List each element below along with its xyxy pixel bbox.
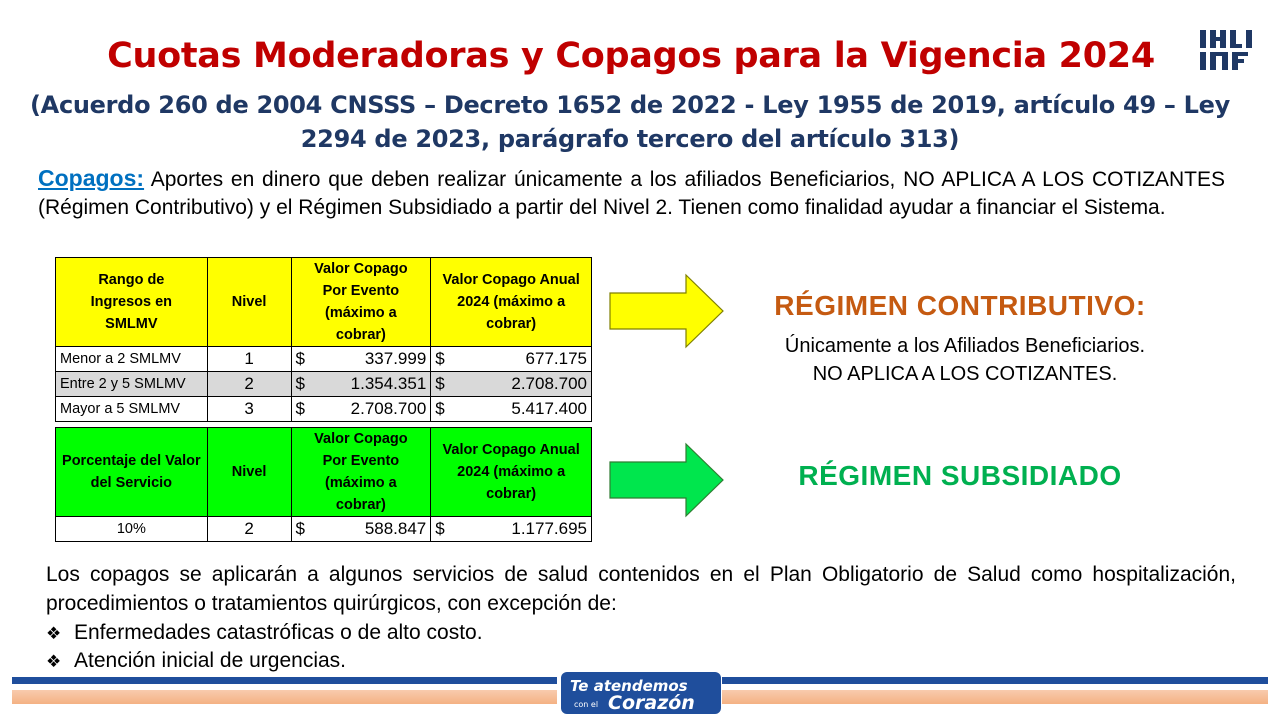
nivel-cell: 1 — [207, 347, 291, 372]
copagos-definition — [38, 164, 1225, 222]
anual-value: 5.417.400 — [511, 399, 587, 418]
copagos-text: Aportes en dinero que deben realizar únicamente a los afiliados Beneficiarios, NO APLICA A LOS COTIZANTES (Régimen Contributivo) y el Régimen Subsidiado a partir del Nivel 2. Tienen como finalidad ayudar a financiar el Sistema. — [38, 168, 1225, 219]
rango-cell: Mayor a 5 SMLMV — [56, 397, 208, 422]
regimen-contributivo-title: RÉGIMEN CONTRIBUTIVO: — [774, 290, 1146, 321]
header-valor-evento: Valor Copago Por Evento (máximo a cobrar) — [291, 428, 431, 517]
header-porcentaje: Porcentaje del Valor del Servicio — [56, 428, 208, 517]
evento-value: 2.708.700 — [350, 399, 427, 418]
currency-symbol: $ — [435, 374, 445, 393]
evento-cell — [291, 372, 431, 397]
page-title: Cuotas Moderadoras y Copagos para la Vigencia 2024 — [107, 36, 1155, 76]
list-item — [46, 618, 483, 648]
currency-symbol: $ — [435, 519, 445, 538]
contributivo-table — [55, 257, 592, 422]
page-subtitle — [30, 88, 1230, 156]
footer-bar-right-bottom — [722, 690, 1268, 704]
currency-symbol: $ — [295, 519, 305, 538]
evento-cell — [291, 517, 431, 542]
regimen-subsidiado-title: RÉGIMEN SUBSIDIADO — [798, 460, 1122, 491]
evento-value: 588.847 — [364, 519, 427, 538]
table-row — [56, 397, 592, 422]
footer-bar-right-top — [722, 677, 1268, 684]
header-nivel: Nivel — [207, 428, 291, 517]
anual-value: 2.708.700 — [511, 374, 587, 393]
table-row — [56, 372, 592, 397]
slogan-small: con el — [574, 700, 599, 709]
anual-value: 677.175 — [525, 349, 587, 368]
footer-bar-left-bottom — [12, 690, 557, 704]
list-item — [46, 646, 346, 676]
evento-cell — [291, 347, 431, 372]
rango-cell: Entre 2 y 5 SMLMV — [56, 372, 208, 397]
header-valor-anual: Valor Copago Anual 2024 (máximo a cobrar) — [431, 258, 592, 347]
subtitle-line-1: (Acuerdo 260 de 2004 CNSSS – Decreto 1652 de 2022 - Ley 1955 de 2019, artículo 49 – Ley — [30, 91, 1230, 119]
currency-symbol: $ — [295, 374, 305, 393]
regimen-contributivo-line-1: Únicamente a los Afiliados Beneficiarios. — [784, 335, 1146, 357]
table-row — [56, 347, 592, 372]
rango-cell: Menor a 2 SMLMV — [56, 347, 208, 372]
currency-symbol: $ — [435, 399, 445, 418]
evento-cell — [291, 397, 431, 422]
copagos-application-text: Los copagos se aplicarán a algunos servicios de salud contenidos en el Plan Obligatorio de Salud como hospitalización, procedimientos o tratamientos quirúrgicos, con excepción de: — [46, 563, 1236, 615]
nivel-cell: 2 — [207, 517, 291, 542]
diamond-bullet-icon: ❖ — [46, 652, 62, 671]
regimen-contributivo-line-2: NO APLICA A LOS COTIZANTES. — [812, 363, 1118, 385]
bullet-text: Atención inicial de urgencias. — [74, 649, 346, 672]
currency-symbol: $ — [295, 349, 305, 368]
anual-cell — [431, 397, 592, 422]
regimen-contributivo-description — [700, 332, 1230, 388]
institution-logo — [1198, 28, 1256, 72]
evento-value: 1.354.351 — [350, 374, 427, 393]
porcentaje-cell: 10% — [56, 517, 208, 542]
anual-cell — [431, 517, 592, 542]
subtitle-line-2: 2294 de 2023, parágrafo tercero del artículo 313) — [300, 125, 960, 153]
copagos-term: Copagos: — [38, 165, 145, 191]
currency-symbol: $ — [295, 399, 305, 418]
diamond-bullet-icon: ❖ — [46, 624, 62, 643]
slogan-line-2: Corazón — [608, 692, 695, 714]
bullet-text: Enfermedades catastróficas o de alto costo. — [74, 621, 483, 644]
header-rango: Rango de Ingresos en SMLMV — [56, 258, 208, 347]
slogan-line-1: Te atendemos — [570, 677, 688, 695]
nivel-cell: 3 — [207, 397, 291, 422]
currency-symbol: $ — [435, 349, 445, 368]
header-valor-evento: Valor Copago Por Evento (máximo a cobrar) — [291, 258, 431, 347]
footer-bar-left-top — [12, 677, 557, 684]
header-valor-anual: Valor Copago Anual 2024 (máximo a cobrar) — [431, 428, 592, 517]
anual-cell — [431, 347, 592, 372]
table-row — [56, 517, 592, 542]
nivel-cell: 2 — [207, 372, 291, 397]
evento-value: 337.999 — [364, 349, 427, 368]
header-nivel: Nivel — [207, 258, 291, 347]
anual-cell — [431, 372, 592, 397]
subsidiado-table — [55, 427, 592, 542]
anual-value: 1.177.695 — [511, 519, 587, 538]
slogan-logo — [560, 671, 722, 715]
